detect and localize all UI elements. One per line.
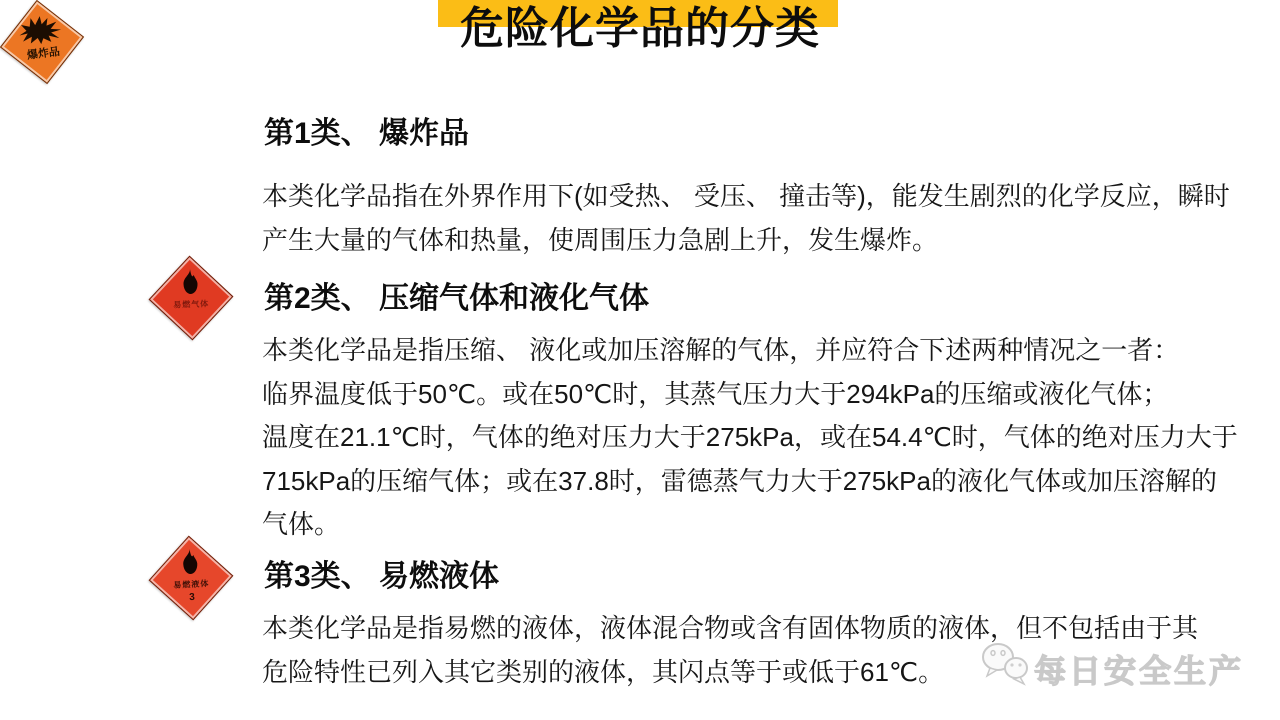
body-line: 温度在21.1℃时，气体的绝对压力大于275kPa，或在54.4℃时，气体的绝对压力大于 [262, 422, 1238, 452]
flame-icon [147, 534, 235, 622]
explosive-hazard-icon [0, 0, 89, 89]
body-line: 产生大量的气体和热量，使周围压力急剧上升，发生爆炸。 [262, 224, 939, 255]
watermark-text: 每日安全生产 [1034, 653, 1245, 689]
body-line: 本类化学品是指易燃的液体，液体混合物或含有固体物质的液体，但不包括由于其 [262, 613, 1199, 643]
body-line: 临界温度低于50℃。或在50℃时，其蒸气压力大于294kPa的压缩或液化气体； [262, 378, 1169, 409]
body-line: 气体。 [262, 509, 341, 539]
body-line: 危险特性已列入其它类别的液体，其闪点等于或低于61℃。 [262, 656, 945, 687]
flame-glyph-icon [178, 268, 203, 297]
section-2-heading: 第2类、 压缩气体和液化气体 [264, 282, 650, 315]
flame-icon [148, 255, 235, 342]
hazard-icon-label: 爆炸品 [26, 45, 61, 62]
hazard-class-number: 3 [188, 591, 196, 604]
explosion-burst-icon [15, 14, 64, 47]
section-3-heading: 第3类、 易燃液体 [264, 560, 500, 593]
hazard-icon-label: 易燃气体 [173, 299, 210, 310]
watermark [972, 638, 1272, 698]
flammable-liquid-hazard-icon [147, 534, 235, 622]
flammable-gas-hazard-icon [148, 255, 235, 342]
body-line: 本类化学品是指压缩、 液化或加压溶解的气体，并应符合下述两种情况之一者： [262, 335, 1180, 365]
body-line: 本类化学品指在外界作用下(如受热、 受压、 撞击等)，能发生剧烈的化学反应，瞬时 [262, 181, 1230, 211]
body-line: 715kPa的压缩气体；或在37.8时，雷德蒸气力大于275kPa的液化气体或加压溶解的 [262, 465, 1217, 496]
section-1-body [262, 175, 1230, 262]
page-title: 危险化学品的分类 [460, 4, 820, 53]
hazard-icon-label: 易燃液体 [173, 579, 210, 590]
flame-glyph-icon [177, 547, 202, 576]
section-1-heading: 第1类、 爆炸品 [264, 117, 470, 150]
explosion-icon [0, 0, 89, 89]
wechat-icon [978, 640, 1034, 692]
section-2-body [262, 329, 1238, 547]
